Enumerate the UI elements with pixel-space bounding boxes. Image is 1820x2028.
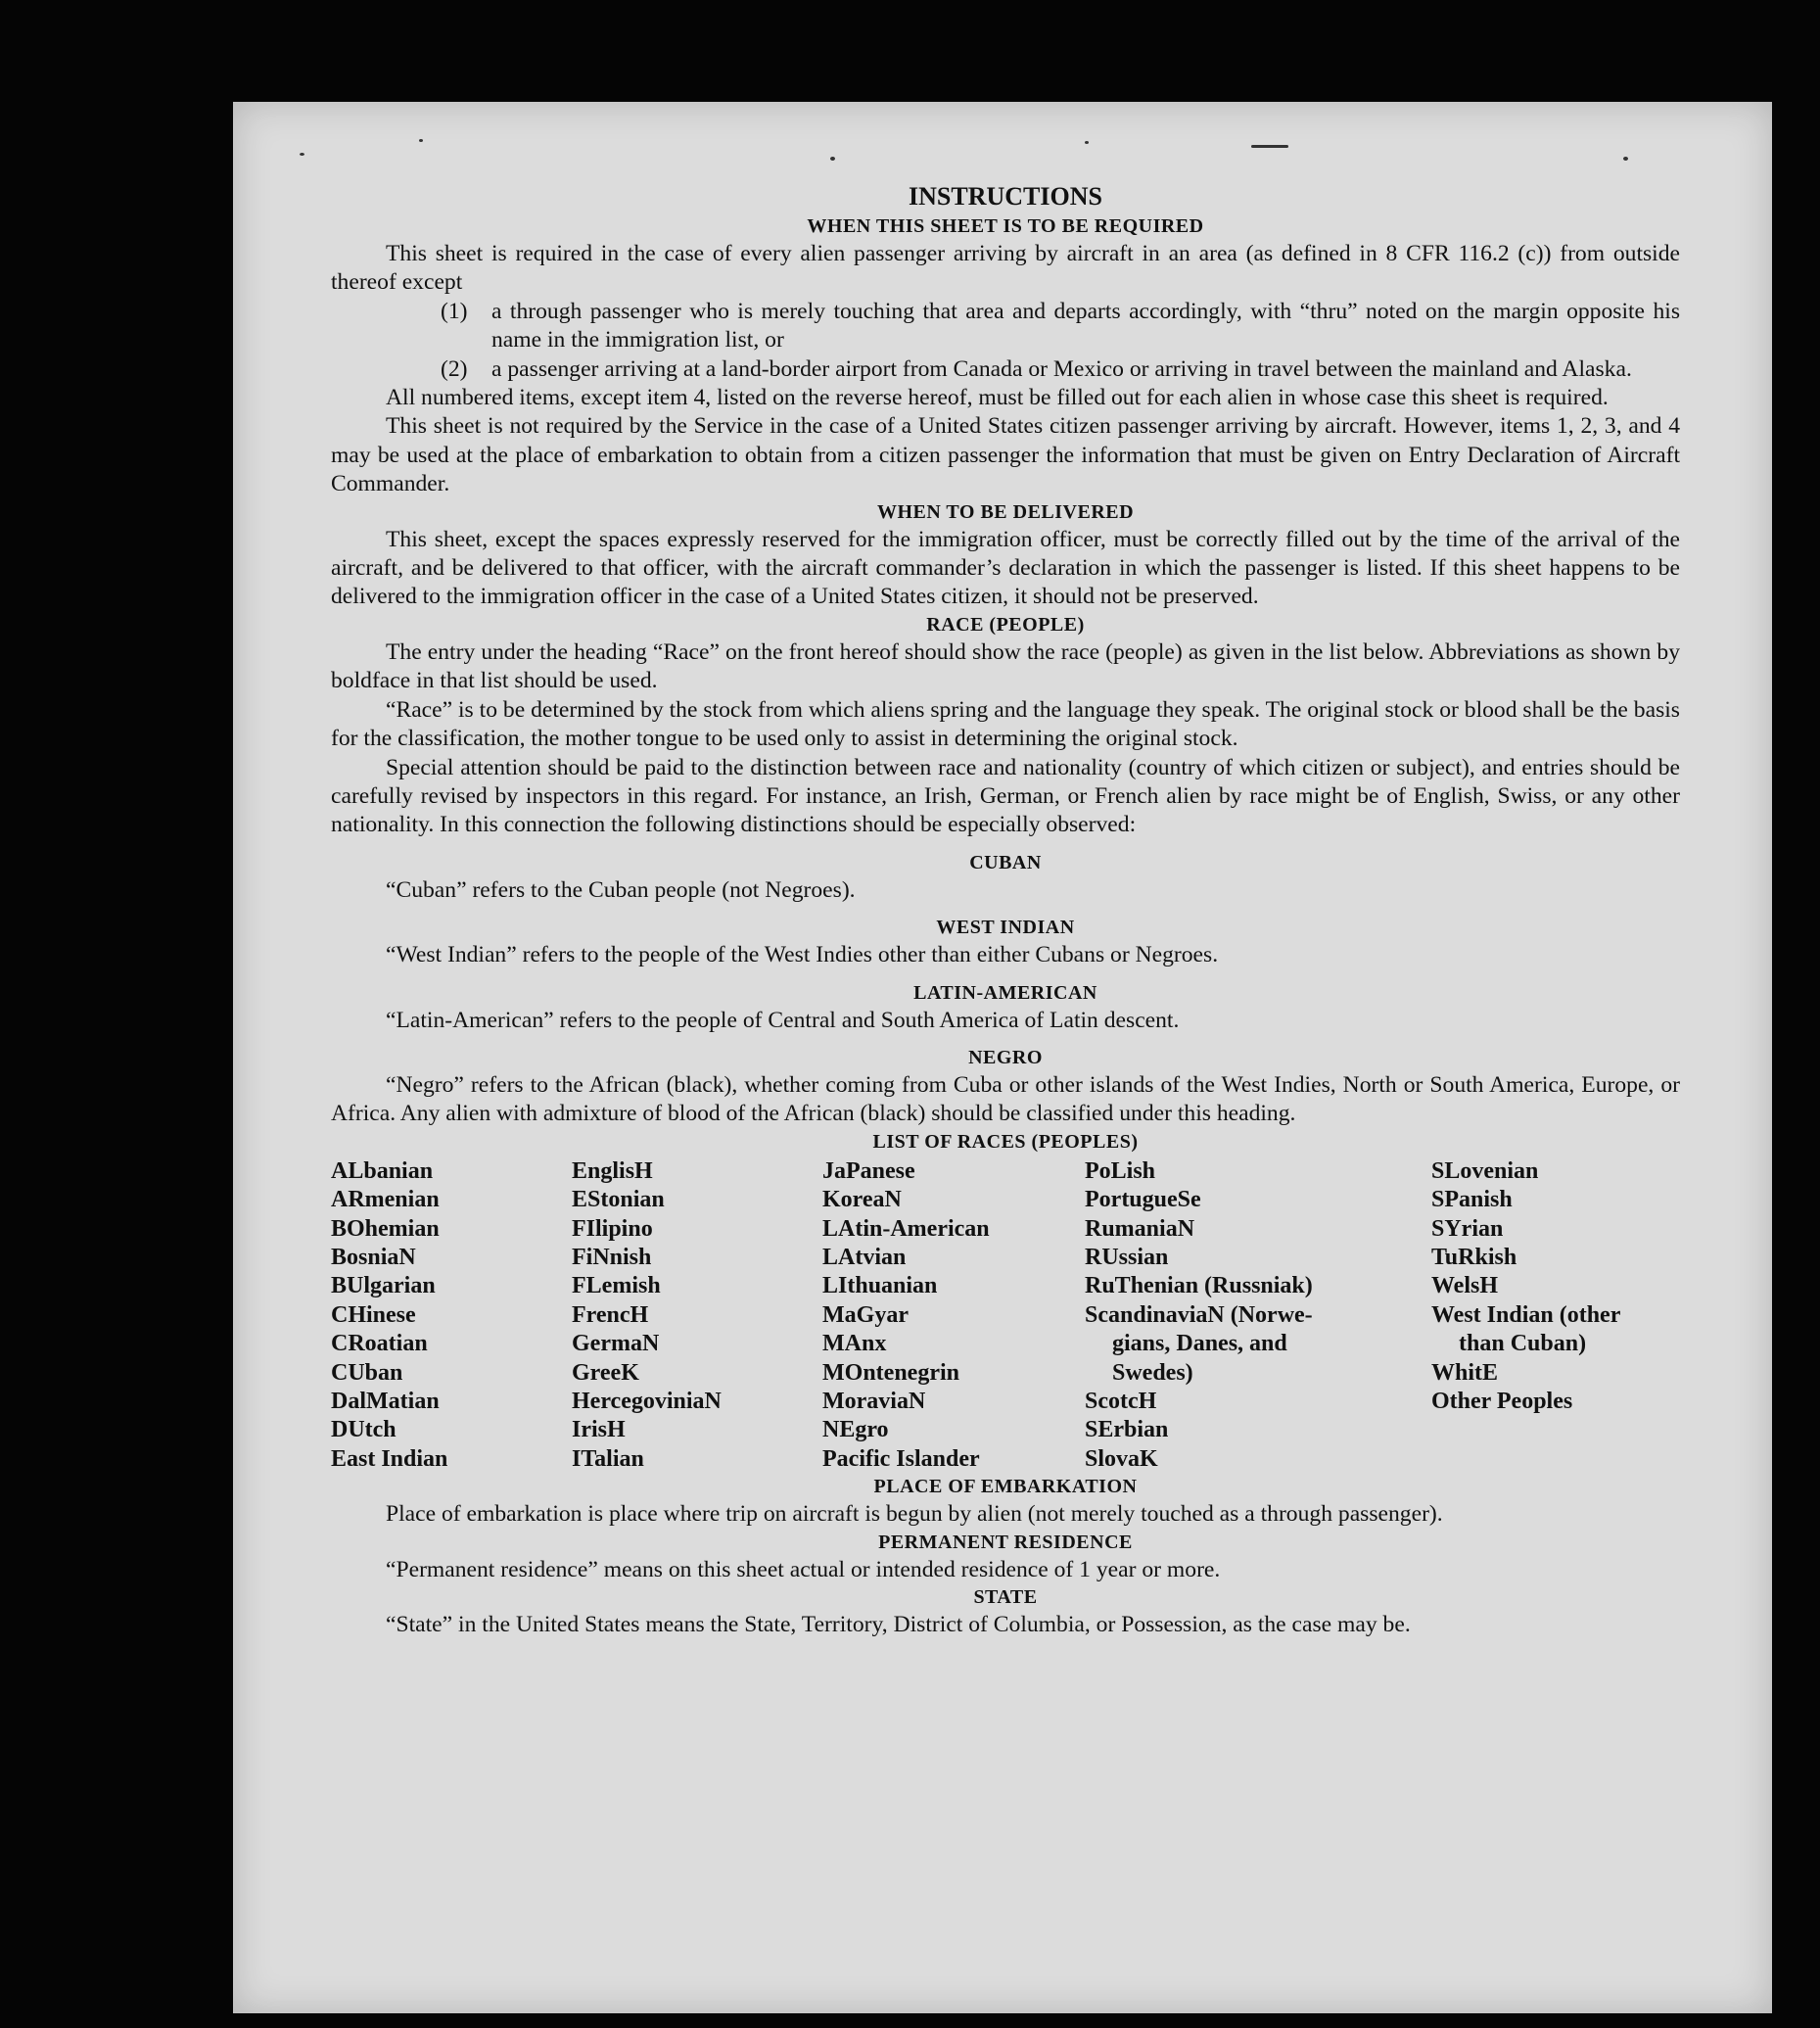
race-item: IrisH [572, 1417, 626, 1443]
heading-embarkation: PLACE OF EMBARKATION [873, 1476, 1138, 1498]
race-item: Pacific Islander [822, 1445, 980, 1472]
scan-speck [1623, 157, 1628, 161]
race-item: LAtvian [822, 1244, 907, 1270]
race-item: SYrian [1431, 1215, 1504, 1242]
paragraph-when-delivered: This sheet, except the spaces expressly reserved for the immigration officer, must be correctly filled out by the time of the arrival of the aircraft, and be delivered to that officer, with the aircraft commander’s declaration in which the passenger is listed. If this sheet happens to be delivered to the immigration officer in the case of a United States citizen, it should not be preserved. [331, 526, 1680, 610]
heading-race: RACE (PEOPLE) [926, 613, 1085, 636]
item-number: (2) [441, 355, 468, 382]
exception-item-1 [441, 298, 1680, 355]
race-item: BosniaN [331, 1244, 416, 1270]
race-item: ScotcH [1085, 1389, 1157, 1414]
race-item: ALbanian [331, 1157, 434, 1184]
race-column-3 [822, 1157, 1085, 1474]
race-item: ITalian [572, 1445, 644, 1472]
race-column-1 [331, 1157, 572, 1474]
page-title: INSTRUCTIONS [909, 182, 1102, 211]
race-item: FrencH [572, 1301, 649, 1328]
race-item: JaPanese [822, 1157, 915, 1184]
heading-negro: NEGRO [968, 1046, 1043, 1068]
exception-item-2 [441, 355, 1680, 384]
race-item: KoreaN [822, 1187, 902, 1213]
race-item: Swedes) [1112, 1359, 1193, 1386]
paragraph-citizen-passenger: This sheet is not required by the Service in the case of a United States citizen passenger arriving by aircraft. However, items 1, 2, 3, and 4 may be used at the place of embarkation to obtain from a citizen passenger the information that must be given on Entry Declaration of Aircraft Commander. [331, 413, 1680, 497]
item-number: (1) [441, 298, 468, 324]
race-item: MAnx [822, 1331, 887, 1357]
race-item: SLovenian [1431, 1157, 1539, 1184]
race-item: Other Peoples [1431, 1389, 1573, 1414]
heading-permanent-residence: PERMANENT RESIDENCE [878, 1531, 1133, 1553]
race-item: FiNnish [572, 1244, 652, 1270]
race-item: WhitE [1431, 1359, 1499, 1386]
race-item: FLemish [572, 1273, 661, 1299]
race-item: East Indian [331, 1445, 448, 1472]
race-item: RUssian [1085, 1244, 1169, 1270]
race-item: CHinese [331, 1301, 416, 1328]
race-item: CRoatian [331, 1331, 428, 1357]
race-list [331, 1157, 1680, 1474]
race-item: CUban [331, 1359, 403, 1386]
race-item: MoraviaN [822, 1389, 926, 1414]
race-item: WelsH [1431, 1273, 1499, 1299]
paragraph-race-nationality: Special attention should be paid to the distinction between race and nationality (country of which citizen or subject), and entries should be carefully revised by inspectors in this regard. For instance, an Irish, German, or French alien by race might be of English, Swiss, or any other nationality. In this connection the following distinctions should be especially observed: [331, 754, 1680, 838]
scan-speck [1085, 141, 1089, 144]
paragraph-latin-american: “Latin-American” refers to the people of Central and South America of Latin descent. [386, 1007, 1180, 1033]
race-item: MOntenegrin [822, 1359, 959, 1386]
race-column-2 [572, 1157, 822, 1474]
race-item: EnglisH [572, 1157, 653, 1184]
paragraph-negro: “Negro” refers to the African (black), whether coming from Cuba or other islands of the West Indies, North or South America, Europe, or Africa. Any alien with admixture of blood of the African (black) should be classified under this heading. [331, 1071, 1680, 1127]
race-item: SPanish [1431, 1187, 1513, 1213]
scan-speck [419, 139, 423, 142]
heading-list-of-races: LIST OF RACES (PEOPLES) [872, 1130, 1139, 1153]
race-item: ARmenian [331, 1187, 440, 1213]
race-item: MaGyar [822, 1301, 909, 1328]
race-item: DalMatian [331, 1389, 440, 1414]
paragraph-race-entry: The entry under the heading “Race” on the front hereof should show the race (people) as given in the list below. Abbreviations as shown by boldface in that list should be used. [331, 638, 1680, 694]
race-item: RumaniaN [1085, 1215, 1195, 1242]
race-item: GermaN [572, 1331, 660, 1357]
heading-latin-american: LATIN-AMERICAN [913, 981, 1097, 1004]
race-item: EStonian [572, 1187, 665, 1213]
race-item: PoLish [1085, 1157, 1156, 1184]
paragraph-embarkation: Place of embarkation is place where trip on aircraft is begun by alien (not merely touched as a through passenger). [386, 1501, 1443, 1528]
paragraph-state: “State” in the United States means the State, Territory, District of Columbia, or Possession, as the case may be. [386, 1612, 1411, 1638]
race-item: gians, Danes, and [1112, 1331, 1287, 1357]
item-text: a through passenger who is merely touching that area and departs accordingly, with “thru” noted on the margin opposite his name in the immigration list, or [491, 298, 1680, 354]
scan-speck [830, 157, 835, 161]
heading-when-required: WHEN THIS SHEET IS TO BE REQUIRED [807, 215, 1204, 237]
paragraph-when-required: This sheet is required in the case of every alien passenger arriving by aircraft in an area (as defined in 8 CFR 116.2 (c)) from outside thereof except [331, 241, 1680, 296]
heading-west-indian: WEST INDIAN [936, 917, 1075, 939]
race-item: TuRkish [1431, 1244, 1517, 1270]
race-item: West Indian (other [1431, 1301, 1621, 1328]
scan-speck [300, 153, 304, 156]
race-item: NEgro [822, 1417, 889, 1443]
paragraph-permanent-residence: “Permanent residence” means on this sheet actual or intended residence of 1 year or more. [386, 1556, 1221, 1582]
heading-cuban: CUBAN [969, 851, 1042, 873]
race-item: BUlgarian [331, 1273, 436, 1299]
race-column-5 [1431, 1157, 1680, 1474]
heading-state: STATE [973, 1586, 1038, 1609]
race-item: SErbian [1085, 1417, 1169, 1443]
race-column-4 [1085, 1157, 1431, 1474]
race-item: PortugueSe [1085, 1187, 1201, 1213]
paragraph-numbered-items: All numbered items, except item 4, listed on the reverse hereof, must be filled out for each alien in whose case this sheet is required. [386, 385, 1609, 411]
race-item: LIthuanian [822, 1273, 938, 1299]
race-item: HercegoviniaN [572, 1389, 722, 1414]
race-item: BOhemian [331, 1215, 440, 1242]
instructions-content [331, 182, 1680, 1639]
race-item: SlovaK [1085, 1445, 1158, 1472]
race-item: ScandinaviaN (Norwe- [1085, 1301, 1313, 1328]
item-text: a passenger arriving at a land-border airport from Canada or Mexico or arriving in travel between the mainland and Alaska. [491, 355, 1632, 382]
race-item: GreeK [572, 1359, 639, 1386]
race-item: DUtch [331, 1417, 397, 1443]
race-item: RuThenian (Russniak) [1085, 1273, 1313, 1299]
race-item: than Cuban) [1459, 1331, 1587, 1357]
race-item: LAtin-American [822, 1215, 990, 1242]
heading-when-delivered: WHEN TO BE DELIVERED [876, 500, 1135, 523]
paragraph-cuban: “Cuban” refers to the Cuban people (not Negroes). [386, 876, 856, 903]
race-item: FIlipino [572, 1215, 653, 1242]
scan-speck [1251, 145, 1288, 148]
paragraph-race-stock: “Race” is to be determined by the stock from which aliens spring and the language they speak. The original stock or blood shall be the basis for the classification, the mother tongue to be used only to assist in determining the original stock. [331, 696, 1680, 752]
document-sheet [233, 102, 1772, 2013]
paragraph-west-indian: “West Indian” refers to the people of the West Indies other than either Cubans or Negroes. [386, 942, 1219, 968]
